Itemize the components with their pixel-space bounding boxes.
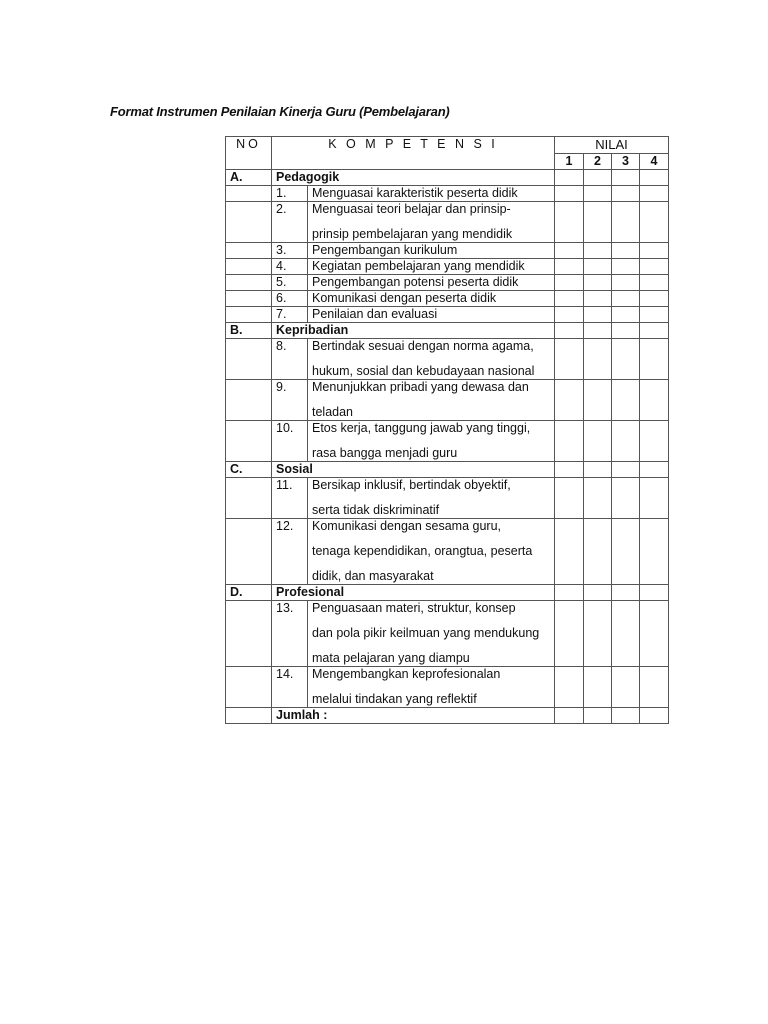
item-score-cell-3 (612, 339, 640, 380)
item-score-cell-4 (640, 667, 669, 708)
row-no-cell (226, 519, 272, 585)
item-score-cell-2 (584, 275, 612, 291)
item-score-cell-3 (612, 519, 640, 585)
competency-row (226, 291, 669, 307)
item-score-cell-3 (612, 186, 640, 202)
description-line: Penguasaan materi, struktur, konsep (312, 601, 516, 615)
competency-row (226, 243, 669, 259)
row-no-cell (226, 291, 272, 307)
item-number: 7. (272, 307, 308, 323)
row-no-cell (226, 478, 272, 519)
item-number: 6. (272, 291, 308, 307)
item-score-cell-1 (555, 519, 584, 585)
total-score-cell-2 (584, 708, 612, 724)
section-row (226, 323, 669, 339)
header-score-3: 3 (612, 154, 640, 170)
section-score-cell-4 (640, 170, 669, 186)
item-description (308, 202, 555, 243)
item-description (308, 339, 555, 380)
item-score-cell-2 (584, 186, 612, 202)
section-letter: A. (226, 170, 272, 186)
competency-row (226, 667, 669, 708)
item-score-cell-2 (584, 259, 612, 275)
item-description (308, 601, 555, 667)
row-no-cell (226, 186, 272, 202)
table-body (226, 137, 669, 724)
description-line: Bertindak sesuai dengan norma agama, (312, 339, 534, 353)
item-score-cell-3 (612, 421, 640, 462)
row-no-cell (226, 275, 272, 291)
section-score-cell-2 (584, 170, 612, 186)
description-line: Penilaian dan evaluasi (312, 307, 438, 321)
header-score-2: 2 (584, 154, 612, 170)
competency-row (226, 380, 669, 421)
row-no-cell (226, 421, 272, 462)
item-score-cell-3 (612, 380, 640, 421)
total-score-cell-3 (612, 708, 640, 724)
description-line: rasa bangga menjadi guru (312, 446, 458, 460)
description-line: Menguasai teori belajar dan prinsip- (312, 202, 511, 216)
section-score-cell-4 (640, 323, 669, 339)
section-score-cell-3 (612, 462, 640, 478)
item-score-cell-1 (555, 307, 584, 323)
row-no-cell (226, 380, 272, 421)
item-score-cell-4 (640, 291, 669, 307)
item-description (308, 667, 555, 708)
item-number: 12. (272, 519, 308, 585)
description-line: Menguasai karakteristik peserta didik (312, 186, 518, 200)
item-description (308, 307, 555, 323)
description-line: teladan (312, 405, 354, 419)
total-score-cell-4 (640, 708, 669, 724)
item-score-cell-1 (555, 186, 584, 202)
item-score-cell-2 (584, 601, 612, 667)
item-score-cell-3 (612, 202, 640, 243)
description-line: Mengembangkan keprofesionalan (312, 667, 501, 681)
item-score-cell-2 (584, 202, 612, 243)
item-score-cell-2 (584, 339, 612, 380)
description-line: dan pola pikir keilmuan yang mendukung (312, 626, 540, 640)
description-line: prinsip pembelajaran yang mendidik (312, 227, 513, 241)
competency-row (226, 339, 669, 380)
description-line: Etos kerja, tanggung jawab yang tinggi, (312, 421, 531, 435)
item-score-cell-2 (584, 667, 612, 708)
item-score-cell-1 (555, 202, 584, 243)
section-score-cell-1 (555, 323, 584, 339)
header-score-4: 4 (640, 154, 669, 170)
item-score-cell-2 (584, 307, 612, 323)
description-line: Kegiatan pembelajaran yang mendidik (312, 259, 525, 273)
section-letter: C. (226, 462, 272, 478)
header-nilai: NILAI (555, 137, 669, 154)
item-score-cell-1 (555, 667, 584, 708)
item-number: 5. (272, 275, 308, 291)
competency-row (226, 421, 669, 462)
section-score-cell-3 (612, 585, 640, 601)
item-score-cell-4 (640, 380, 669, 421)
item-description (308, 243, 555, 259)
item-score-cell-1 (555, 601, 584, 667)
total-no-cell (226, 708, 272, 724)
item-score-cell-4 (640, 202, 669, 243)
item-score-cell-4 (640, 519, 669, 585)
item-score-cell-1 (555, 275, 584, 291)
header-score-1: 1 (555, 154, 584, 170)
item-description (308, 519, 555, 585)
item-number: 10. (272, 421, 308, 462)
description-line: serta tidak diskriminatif (312, 503, 440, 517)
section-score-cell-2 (584, 323, 612, 339)
section-row (226, 170, 669, 186)
item-score-cell-1 (555, 339, 584, 380)
description-line: tenaga kependidikan, orangtua, peserta (312, 544, 533, 558)
item-score-cell-2 (584, 519, 612, 585)
total-label: Jumlah : (272, 708, 555, 724)
competency-row (226, 601, 669, 667)
competency-row (226, 259, 669, 275)
competency-row (226, 202, 669, 243)
competency-row (226, 478, 669, 519)
section-score-cell-1 (555, 585, 584, 601)
item-score-cell-1 (555, 421, 584, 462)
item-score-cell-3 (612, 667, 640, 708)
item-description (308, 186, 555, 202)
total-score-cell-1 (555, 708, 584, 724)
header-no: NO (226, 137, 272, 170)
item-score-cell-4 (640, 601, 669, 667)
row-no-cell (226, 667, 272, 708)
item-description (308, 380, 555, 421)
row-no-cell (226, 243, 272, 259)
item-score-cell-3 (612, 243, 640, 259)
row-no-cell (226, 307, 272, 323)
item-score-cell-3 (612, 307, 640, 323)
row-no-cell (226, 259, 272, 275)
section-score-cell-2 (584, 585, 612, 601)
section-row (226, 462, 669, 478)
header-kompetensi: K O M P E T E N S I (272, 137, 555, 170)
item-score-cell-1 (555, 259, 584, 275)
total-row (226, 708, 669, 724)
description-line: Pengembangan kurikulum (312, 243, 458, 257)
item-score-cell-2 (584, 421, 612, 462)
description-line: Bersikap inklusif, bertindak obyektif, (312, 478, 511, 492)
section-letter: B. (226, 323, 272, 339)
item-score-cell-4 (640, 243, 669, 259)
item-score-cell-3 (612, 478, 640, 519)
competency-row (226, 275, 669, 291)
section-score-cell-2 (584, 462, 612, 478)
row-no-cell (226, 202, 272, 243)
item-score-cell-4 (640, 339, 669, 380)
item-score-cell-1 (555, 291, 584, 307)
section-label: Kepribadian (272, 323, 555, 339)
description-line: Menunjukkan pribadi yang dewasa dan (312, 380, 529, 394)
description-line: mata pelajaran yang diampu (312, 651, 470, 665)
description-line: melalui tindakan yang reflektif (312, 692, 477, 706)
item-score-cell-3 (612, 259, 640, 275)
assessment-table (225, 136, 669, 724)
section-score-cell-4 (640, 585, 669, 601)
item-score-cell-4 (640, 186, 669, 202)
item-description (308, 478, 555, 519)
item-score-cell-4 (640, 478, 669, 519)
section-label: Profesional (272, 585, 555, 601)
item-score-cell-1 (555, 380, 584, 421)
item-number: 1. (272, 186, 308, 202)
item-number: 3. (272, 243, 308, 259)
item-score-cell-2 (584, 380, 612, 421)
section-score-cell-4 (640, 462, 669, 478)
item-score-cell-2 (584, 291, 612, 307)
item-score-cell-4 (640, 259, 669, 275)
description-line: Komunikasi dengan peserta didik (312, 291, 497, 305)
section-score-cell-1 (555, 170, 584, 186)
item-score-cell-2 (584, 243, 612, 259)
item-score-cell-3 (612, 601, 640, 667)
item-score-cell-3 (612, 275, 640, 291)
item-score-cell-1 (555, 243, 584, 259)
section-row (226, 585, 669, 601)
item-description (308, 259, 555, 275)
header-row (226, 137, 669, 154)
row-no-cell (226, 339, 272, 380)
item-score-cell-4 (640, 421, 669, 462)
item-number: 9. (272, 380, 308, 421)
section-score-cell-1 (555, 462, 584, 478)
description-line: Pengembangan potensi peserta didik (312, 275, 519, 289)
item-number: 11. (272, 478, 308, 519)
item-number: 4. (272, 259, 308, 275)
item-number: 8. (272, 339, 308, 380)
item-score-cell-2 (584, 478, 612, 519)
item-number: 2. (272, 202, 308, 243)
competency-row (226, 307, 669, 323)
competency-row (226, 519, 669, 585)
section-letter: D. (226, 585, 272, 601)
description-line: hukum, sosial dan kebudayaan nasional (312, 364, 535, 378)
document-title: Format Instrumen Penilaian Kinerja Guru (Pembelajaran) (110, 104, 450, 119)
section-label: Pedagogik (272, 170, 555, 186)
item-description (308, 421, 555, 462)
item-score-cell-3 (612, 291, 640, 307)
item-score-cell-4 (640, 275, 669, 291)
row-no-cell (226, 601, 272, 667)
section-label: Sosial (272, 462, 555, 478)
item-number: 14. (272, 667, 308, 708)
item-score-cell-4 (640, 307, 669, 323)
description-line: Komunikasi dengan sesama guru, (312, 519, 502, 533)
item-description (308, 275, 555, 291)
item-description (308, 291, 555, 307)
item-score-cell-1 (555, 478, 584, 519)
section-score-cell-3 (612, 170, 640, 186)
competency-row (226, 186, 669, 202)
description-line: didik, dan masyarakat (312, 569, 434, 583)
section-score-cell-3 (612, 323, 640, 339)
item-number: 13. (272, 601, 308, 667)
